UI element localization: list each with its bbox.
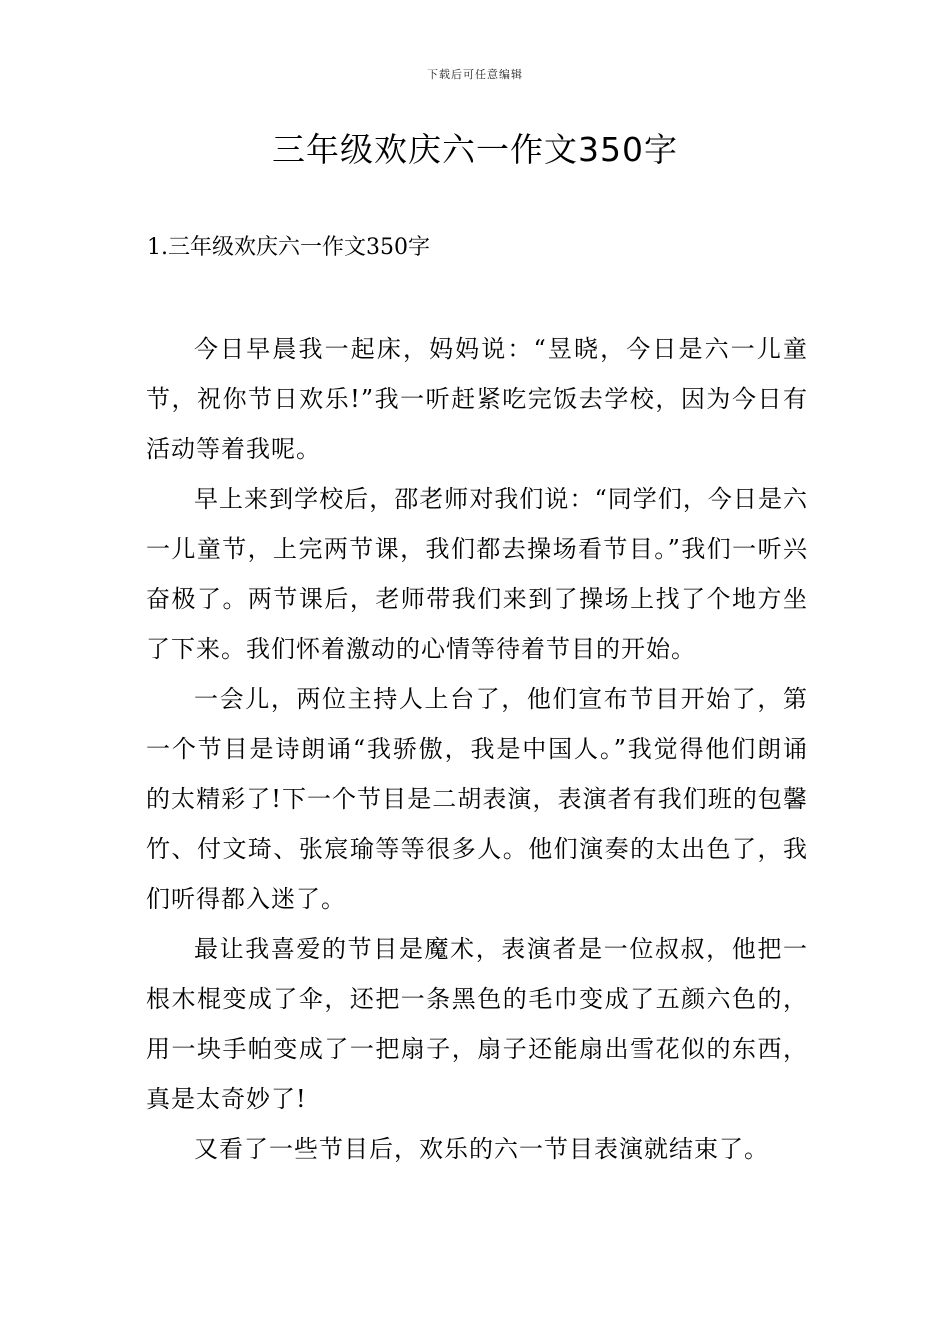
paragraph: 最让我喜爱的节目是魔术，表演者是一位叔叔，他把一根木棍变成了伞，还把一条黑色的毛巾变成了五颜六色的，用一块手帕变成了一把扇子，扇子还能扇出雪花似的东西，真是太奇妙了! — [146, 935, 808, 1113]
section-heading: 1.三年级欢庆六一作文350字 — [147, 235, 430, 260]
header-note: 下载后可任意编辑 — [427, 68, 523, 81]
essay-body — [146, 324, 808, 1174]
paragraph: 早上来到学校后，邵老师对我们说：“同学们，今日是六一儿童节，上完两节课，我们都去操场看节目。”我们一听兴奋极了。两节课后，老师带我们来到了操场上找了个地方坐了下来。我们怀着激动的心情等待着节目的开始。 — [146, 485, 808, 663]
document-title: 三年级欢庆六一作文350字 — [272, 130, 678, 169]
paragraph: 今日早晨我一起床，妈妈说：“昱晓，今日是六一儿童节，祝你节日欢乐!”我一听赶紧吃完饭去学校，因为今日有活动等着我呢。 — [146, 335, 808, 463]
paragraph: 又看了一些节目后，欢乐的六一节目表演就结束了。 — [194, 1135, 769, 1163]
paragraph: 一会儿，两位主持人上台了，他们宣布节目开始了，第一个节目是诗朗诵“我骄傲，我是中国人。”我觉得他们朗诵的太精彩了!下一个节目是二胡表演，表演者有我们班的包馨竹、付文琦、张宸瑜等等很多人。他们演奏的太出色了，我们听得都入迷了。 — [146, 685, 808, 913]
